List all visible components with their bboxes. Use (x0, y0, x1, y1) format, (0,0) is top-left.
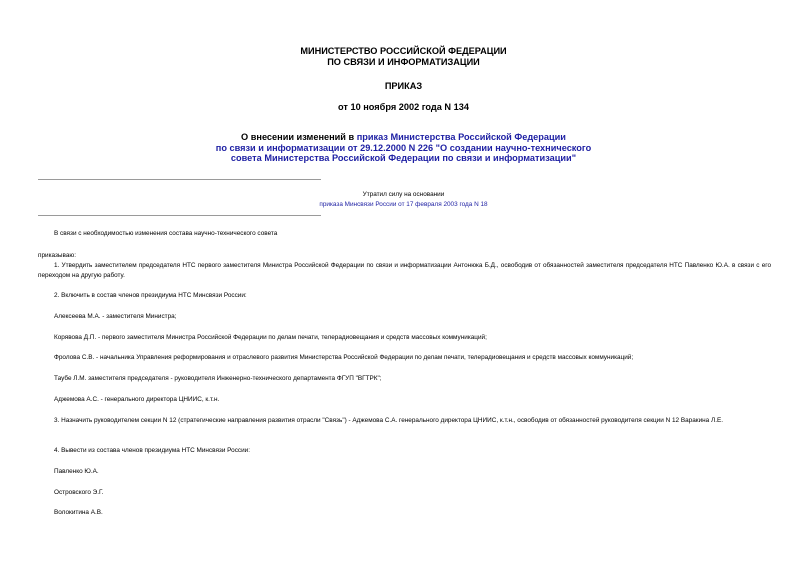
document-title-line1 (0, 132, 807, 143)
item-1: 1. Утвердить заместителем председателя НТС первого заместителя Министра Российской Федерации по связи и информатизации Антонюка Б.Д., освободив от обязанностей заместителя председателя НТС Павленко Ю.А. в связи с его переходом на другую работу. (38, 262, 771, 279)
removed-member-3: Волокитина А.В. (54, 509, 103, 516)
divider-bottom (38, 215, 321, 216)
removed-member-1: Павленко Ю.А. (54, 468, 99, 475)
divider-top (38, 179, 321, 180)
member-1: Алексеева М.А. - заместителя Министра; (54, 313, 177, 320)
member-2: Корявова Д.П. - первого заместителя Министра Российской Федерации по делам печати, телерадиовещания и средств массовых коммуникаций; (54, 334, 487, 341)
preamble: В связи с необходимостью изменения состава научно-технического совета (54, 230, 278, 237)
document-title-prefix: О внесении изменений в (241, 132, 357, 142)
item-3: 3. Назначить руководителем секции N 12 (стратегические направления развития отрасли "Связь") - Аджемова С.А. генерального директора ЦНИИС, к.т.н., освободив от обязанностей руководителя секции N 12 Варакина Л.Е. (54, 417, 724, 424)
member-3: Фролова С.В. - начальника Управления реформирования и отраслевого развития Министерства Российской Федерации по делам печати, телерадиовещания и средств массовых коммуникаций; (54, 354, 634, 361)
repeal-note-line1: Утратил силу на основании (362, 191, 445, 198)
order-word: приказываю: (38, 252, 76, 259)
member-5: Аджемова А.С. - генерального директора ЦНИИС, к.т.н. (54, 396, 220, 403)
removed-member-2: Островского Э.Г. (54, 489, 104, 496)
document-date-number: от 10 ноября 2002 года N 134 (338, 102, 469, 112)
ministry-name-line1: МИНИСТЕРСТВО РОССИЙСКОЙ ФЕДЕРАЦИИ (300, 46, 507, 56)
member-4: Таубе Л.М. заместителя председателя - руководителя Инженерно-технического департамента ФГУП "ВГТРК"; (54, 375, 382, 382)
amended-order-link[interactable]: приказ Министерства Российской Федерации (356, 132, 566, 142)
document-type: ПРИКАЗ (384, 81, 423, 91)
ministry-name-line2: ПО СВЯЗИ И ИНФОРМАТИЗАЦИИ (327, 57, 480, 67)
item-4: 4. Вывести из состава членов президиума НТС Минсвязи России: (54, 447, 251, 454)
repeal-order-link[interactable]: приказа Минсвязи России от 17 февраля 2003 года N 18 (319, 201, 488, 208)
item-2: 2. Включить в состав членов президиума НТС Минсвязи России: (54, 292, 247, 299)
document-title-line3[interactable]: совета Министерства Российской Федерации по связи и информатизации" (230, 153, 577, 163)
document-title-line2[interactable]: по связи и информатизации от 29.12.2000 N 226 "О создании научно-технического (215, 143, 592, 153)
